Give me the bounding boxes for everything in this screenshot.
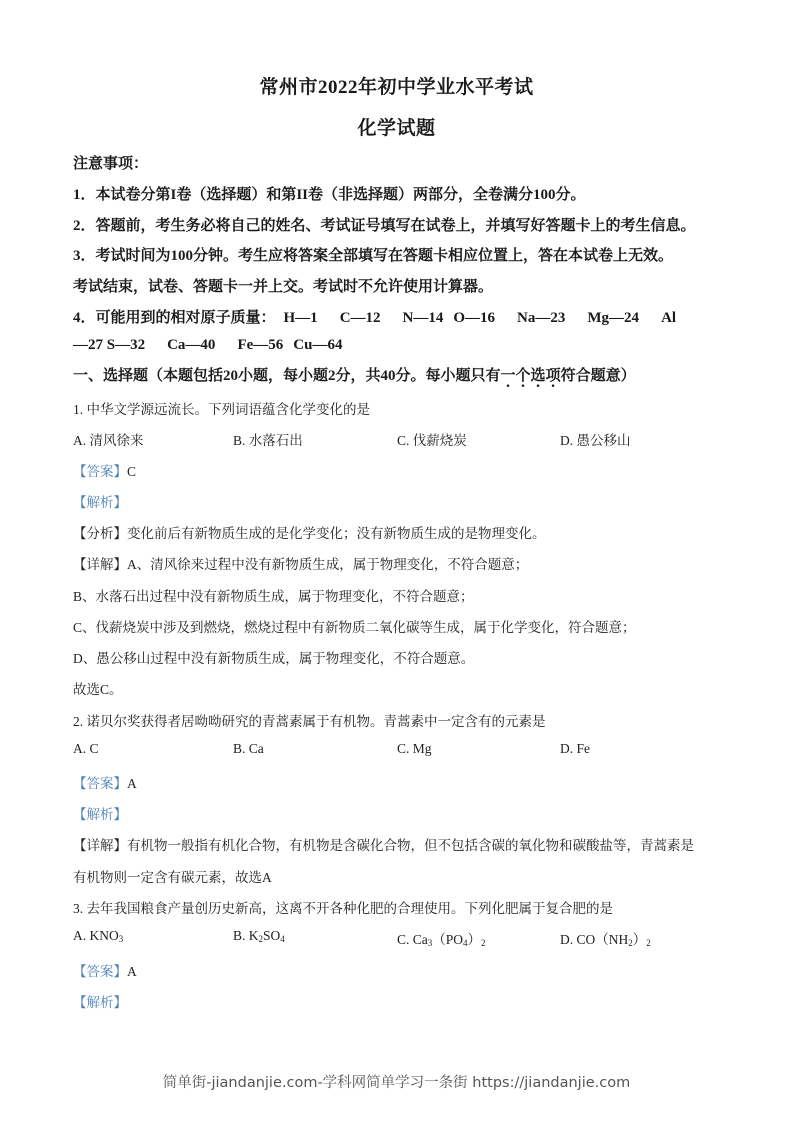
question-3-option-d (560, 928, 651, 948)
mass-h: H—1 (283, 310, 318, 326)
section-heading (73, 364, 636, 385)
mass-al-s: —27 S—32 (73, 337, 146, 353)
emphasis-char: 个 (515, 368, 531, 384)
mass-al: Al (661, 310, 677, 326)
question-3-option-b (233, 928, 285, 944)
formula-text: ） (467, 932, 482, 947)
question-2-answer (73, 772, 137, 792)
question-2-analysis-label: 【解析】 (73, 807, 127, 822)
atomic-mass-line-2 (73, 337, 364, 354)
emphasis-char: 选 (530, 368, 546, 384)
question-2-option-a: A. C (73, 741, 99, 756)
answer-value: A (127, 964, 137, 979)
notice-item-3: 3．考试时间为100分钟。考生应将答案全部填写在答题卡相应位置上，答在本试卷上无效。 (73, 248, 674, 264)
atomic-mass-label: 4．可能用到的相对原子质量： (73, 310, 276, 326)
formula-subscript: 2 (628, 938, 633, 948)
formula-text: SO (263, 928, 281, 943)
emphasis-char: 项 (545, 368, 561, 384)
mass-mg: Mg—24 (587, 310, 640, 326)
mass-fe: Fe—56 (237, 337, 284, 353)
detail-label: 【详解】 (73, 838, 127, 853)
answer-value: C (127, 464, 137, 479)
question-3-analysis-label: 【解析】 (73, 995, 127, 1010)
fenxi-label: 【分析】 (73, 526, 127, 541)
question-2-option-d: D. Fe (560, 741, 590, 756)
formula-text: B. K (233, 928, 259, 943)
section-heading-tail: 符合题意） (560, 368, 636, 384)
formula-subscript: 3 (118, 934, 124, 944)
question-1-option-b: B. 水落石出 (233, 433, 303, 448)
question-1-stem: 1. 中华文学源远流长。下列词语蕴含化学变化的是 (73, 402, 370, 417)
notice-item-1: 1．本试卷分第I卷（选择题）和第II卷（非选择题）两部分，全卷满分100分。 (73, 187, 586, 203)
formula-text: ） (632, 932, 647, 947)
mass-n: N—14 (402, 310, 444, 326)
question-1-fenxi (73, 522, 546, 542)
answer-value: A (127, 776, 137, 791)
emphasis-char: 一 (500, 368, 516, 384)
detail-text: 有机物一般指有机化合物，有机物是含碳化合物，但不包括含碳的氧化物和碳酸盐等，青蒿素是 (127, 838, 694, 853)
question-1-answer (73, 460, 136, 480)
answer-label: 【答案】 (73, 776, 127, 791)
section-heading-text: 一、选择题（本题包括20小题，每小题2分，共40分。每小题只有 (73, 368, 501, 384)
notice-item-2: 2．答题前，考生务必将自己的姓名、考试证号填写在试卷上，并填写好答题卡上的考生信息。 (73, 218, 696, 234)
detail-label: 【详解】 (73, 557, 127, 572)
question-1-conclusion: 故选C。 (73, 682, 123, 697)
question-3-option-a (73, 928, 123, 944)
question-2-detail-2: 有机物则一定含有碳元素，故选A (73, 870, 272, 885)
notice-item-3-cont: 考试结束，试卷、答题卡一并上交。考试时不允许使用计算器。 (73, 279, 494, 295)
question-1-option-c: C. 伐薪烧炭 (397, 433, 467, 448)
page-footer-watermark: 简单街-jiandanjie.com-学科网简单学习一条街 https://jiandanjie.com (162, 1075, 631, 1091)
question-1-option-a: A. 清风徐来 (73, 433, 144, 448)
question-2-stem: 2. 诺贝尔奖获得者居呦呦研究的青蒿素属于有机物。青蒿素中一定含有的元素是 (73, 714, 546, 729)
formula-subscript: 2 (481, 938, 486, 948)
formula-subscript: 3 (427, 938, 433, 948)
atomic-mass-line-1 (73, 306, 676, 327)
question-1-detail-a (73, 553, 528, 573)
formula-text: C. Ca (397, 932, 428, 947)
question-1-detail-c: C、伐薪烧炭中涉及到燃烧，燃烧过程中有新物质二氧化碳等生成，属于化学变化，符合题意； (73, 620, 636, 635)
detail-text: A、清风徐来过程中没有新物质生成，属于物理变化，不符合题意； (127, 557, 529, 572)
mass-o: O—16 (453, 310, 496, 326)
mass-ca: Ca—40 (167, 337, 216, 353)
formula-subscript: 4 (463, 938, 468, 948)
question-2-detail-1 (73, 834, 694, 854)
question-1-option-d: D. 愚公移山 (560, 433, 631, 448)
formula-text: D. CO（NH (560, 932, 629, 947)
question-1-detail-d: D、愚公移山过程中没有新物质生成，属于物理变化，不符合题意。 (73, 651, 475, 666)
question-2-option-c: C. Mg (397, 741, 432, 756)
mass-na: Na—23 (517, 310, 566, 326)
exam-subtitle: 化学试题 (357, 118, 436, 139)
formula-subscript: 4 (280, 934, 285, 944)
question-3-answer (73, 960, 137, 980)
formula-text: A. KNO (73, 928, 119, 943)
question-3-stem: 3. 去年我国粮食产量创历史新高，这离不开各种化肥的合理使用。下列化肥属于复合肥的是 (73, 901, 613, 916)
question-3-option-c (397, 928, 486, 948)
question-1-detail-b: B、水落石出过程中没有新物质生成，属于物理变化，不符合题意； (73, 589, 474, 604)
mass-cu: Cu—64 (293, 337, 343, 353)
formula-subscript: 2 (646, 938, 651, 948)
question-2-option-b: B. Ca (233, 741, 264, 756)
exam-title: 常州市2022年初中学业水平考试 (259, 77, 534, 98)
fenxi-text: 变化前后有新物质生成的是化学变化；没有新物质生成的是物理变化。 (127, 526, 546, 541)
formula-text: （PO (432, 932, 464, 947)
answer-label: 【答案】 (73, 464, 127, 479)
answer-label: 【答案】 (73, 964, 127, 979)
formula-subscript: 2 (258, 934, 264, 944)
question-1-analysis-label: 【解析】 (73, 495, 127, 510)
mass-c: C—12 (339, 310, 381, 326)
notice-heading: 注意事项： (73, 156, 149, 172)
